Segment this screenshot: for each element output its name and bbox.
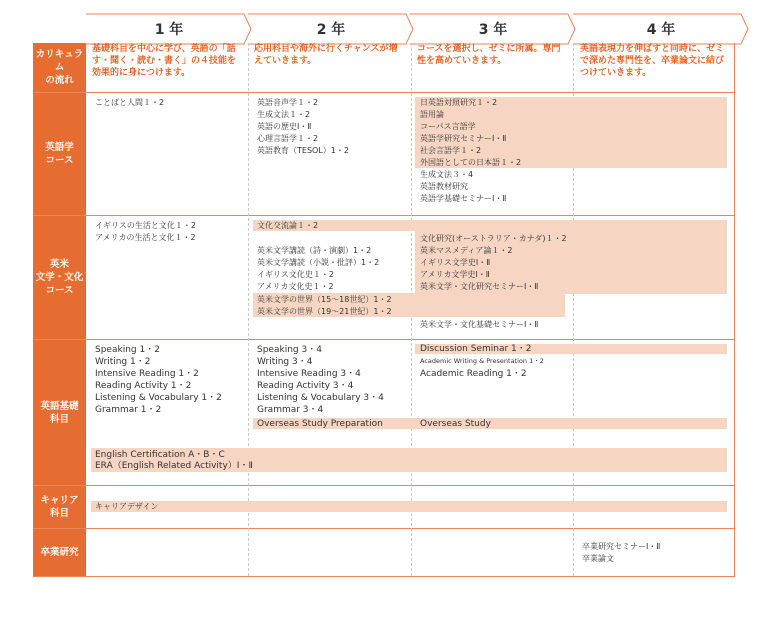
course-item: Academic Writing & Presentation 1・2 [420,357,544,365]
row-header-eibei: 英米 文学・文化 コース [33,216,86,339]
course-item: ことばと人間１・2 [95,98,165,107]
highlight-band [91,501,727,512]
course-item: 英米文学講読（詩・演劇）1・2 [257,246,372,255]
year-header-2 [248,13,414,45]
course-item: 英語音声学１・2 [257,98,319,107]
course-item: 語用論 [420,110,444,119]
table-right-border [734,43,735,577]
course-item: 英語教育（TESOL）1・2 [257,146,349,155]
course-item: キャリアデザイン [95,502,159,511]
year-label: 1 年 [154,22,184,38]
row-divider [33,92,735,93]
row-divider [33,215,735,216]
course-item: 社会言語学１・2 [420,146,482,155]
course-item: 文化交流論１・2 [257,221,319,230]
highlight-band [253,220,727,231]
table-bottom-border [33,576,735,577]
row-divider [33,485,735,486]
course-item: Reading Activity 3・4 [257,381,354,391]
course-item: イギリスの生活と文化１・2 [95,221,196,230]
course-item: 英語教材研究 [420,182,468,191]
flow-text-y2: 応用科目や海外に行くチャンスが増えていきます。 [254,44,398,66]
course-item: Listening & Vocabulary 1・2 [95,393,222,403]
flow-text-y1: 基礎科目を中心に学び、英語の「話す・聞く・読む・書く」の４技能を効果的に身につけます。 [92,44,237,78]
course-item: 英語学研究セミナーⅠ・Ⅱ [420,134,507,143]
year-label: 3 年 [478,22,508,38]
course-item: 卒業研究セミナーⅠ・Ⅱ [582,542,661,551]
row-header-kiso: 英語基礎 科目 [33,340,86,485]
year-label: 4 年 [646,22,676,38]
row-header-career: キャリア 科目 [33,486,86,528]
course-item: Overseas Study Preparation [257,419,383,429]
course-item: 生成文法１・2 [257,110,311,119]
course-item: アメリカ文学史Ⅰ・Ⅱ [420,270,490,279]
course-item: 外国語としての日本語１・2 [420,158,522,167]
row-header-flow: カリキュラム の流れ [33,43,86,92]
course-item: Grammar 3・4 [257,405,324,415]
course-item: Overseas Study [420,419,491,429]
flow-text-y4: 英語表現力を伸ばすと同時に、ゼミで深めた専門性を、卒業論文に結びつけていきます。 [580,44,725,78]
course-item: Listening & Vocabulary 3・4 [257,393,384,403]
course-item: 英語学基礎セミナーⅠ・Ⅱ [420,194,507,203]
course-item: ERA（English Related Activity）Ⅰ・Ⅱ [95,461,253,471]
course-item: コーパス言語学 [420,122,476,131]
course-item: 英米文学・文化基礎セミナーⅠ・Ⅱ [420,320,539,329]
course-item: Grammar 1・2 [95,405,162,415]
course-item: 英米文学の世界（15〜18世紀）1・2 [257,295,392,304]
year-header-4 [573,13,749,45]
course-item: 日英語対照研究１・2 [420,98,498,107]
course-item: Academic Reading 1・2 [420,369,527,379]
course-item: Discussion Seminar 1・2 [420,344,532,354]
course-item: Writing 1・2 [95,357,151,367]
row-header-sotsugyo: 卒業研究 [33,529,86,576]
course-item: 文化研究(オーストラリア・カナダ)１・2 [420,234,567,243]
course-item: Reading Activity 1・2 [95,381,192,391]
course-item: アメリカ文化史１・2 [257,282,334,291]
course-item: Writing 3・4 [257,357,313,367]
flow-text-y3: コースを選択し、ゼミに所属。専門性を高めていきます。 [417,44,561,66]
row-header-eigogaku: 英語学 コース [33,93,86,215]
course-item: 卒業論文 [582,554,614,563]
course-item: 英語の歴史Ⅰ・Ⅱ [257,122,312,131]
course-item: 心理言語学１・2 [257,134,319,143]
course-item: 英米文学講読（小説・批評）1・2 [257,258,380,267]
course-item: 英米文学の世界（19〜21世紀）1・2 [257,307,392,316]
row-divider [33,339,735,340]
year-header-1 [86,13,252,45]
course-item: Intensive Reading 1・2 [95,369,199,379]
course-item: 生成文法３・4 [420,170,474,179]
course-item: 英米マスメディア論１・2 [420,246,513,255]
course-item: アメリカの生活と文化１・2 [95,233,196,242]
column-divider [248,43,249,576]
course-item: Speaking 3・4 [257,345,322,355]
year-label: 2 年 [316,22,346,38]
year-header-3 [410,13,576,45]
course-item: イギリス文学史Ⅰ・Ⅱ [420,258,491,267]
course-item: Speaking 1・2 [95,345,160,355]
course-item: Intensive Reading 3・4 [257,369,361,379]
course-item: English Certification A・B・C [95,450,225,460]
course-item: 英米文学・文化研究セミナーⅠ・Ⅱ [420,282,539,291]
course-item: イギリス文化史１・2 [257,270,334,279]
row-divider [33,528,735,529]
